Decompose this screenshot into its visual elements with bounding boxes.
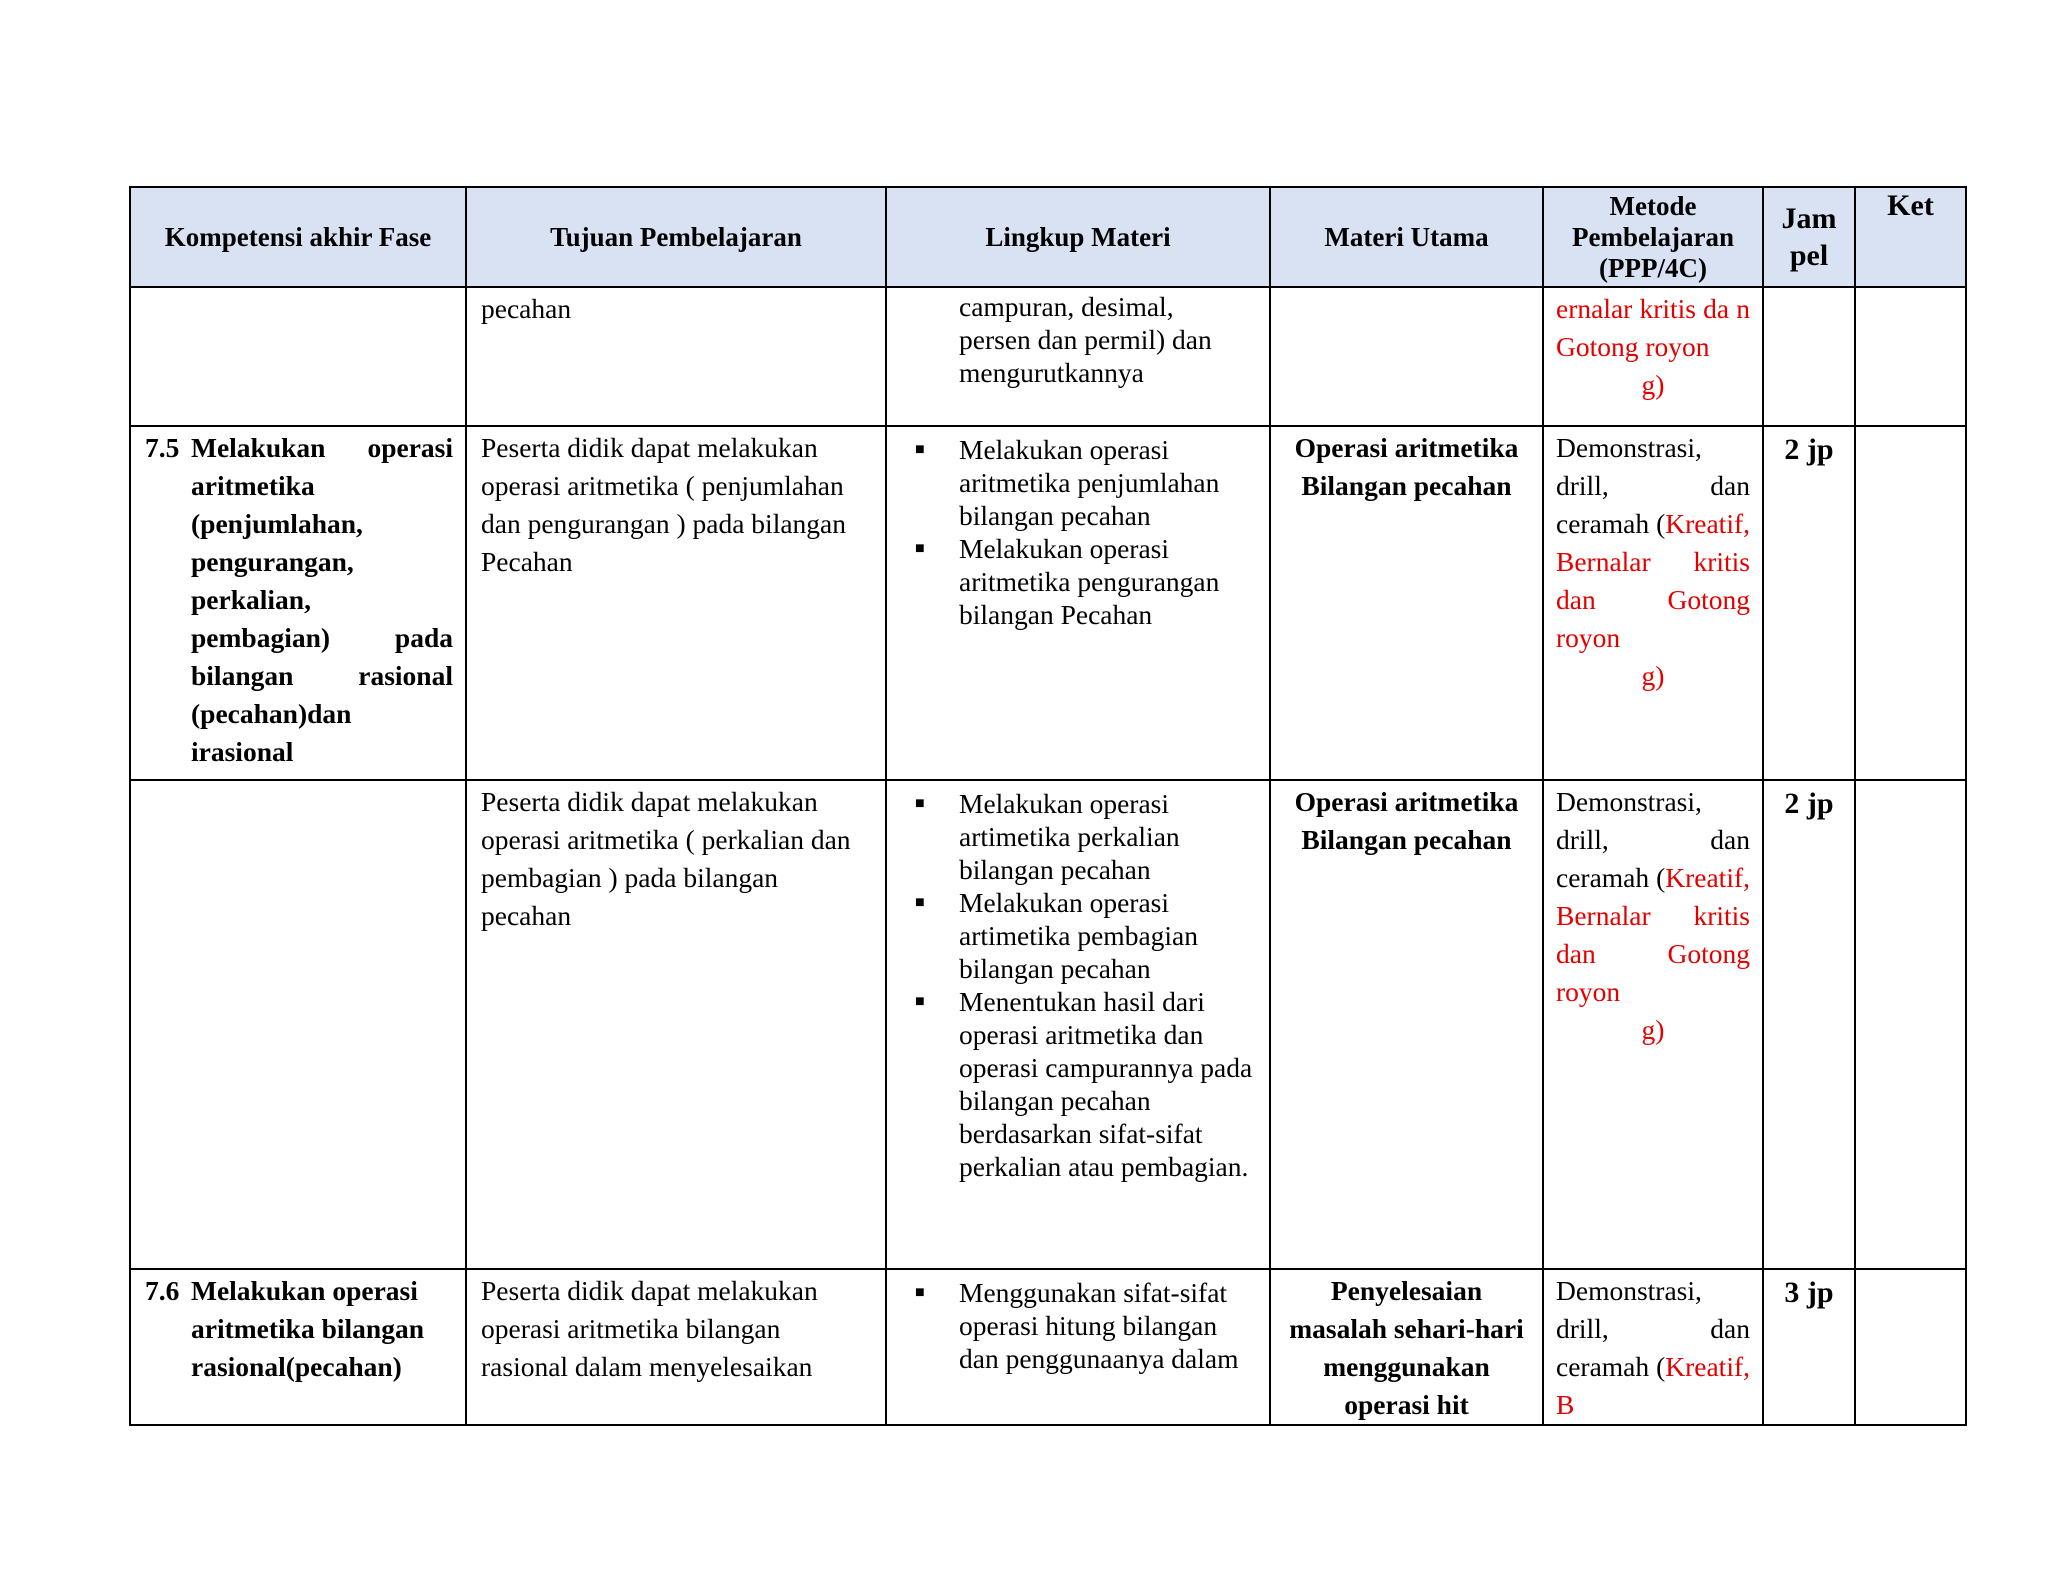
list-item <box>901 433 1259 532</box>
metode-methods: Demonstrasi, drill, dan ceramah ( <box>1556 1275 1750 1382</box>
metode-cell <box>1543 287 1763 426</box>
list-item <box>901 532 1259 631</box>
header-jam <box>1763 187 1855 287</box>
metode-values: Kreatif, Bernalar kritis dan Gotong royon <box>1556 862 1750 1007</box>
table-row <box>130 780 1966 1269</box>
lingkup-line: campuran, desimal, <box>959 291 1174 322</box>
table-row <box>130 287 1966 426</box>
header-jam-line2: pel <box>1789 239 1829 272</box>
metode-methods: Demonstrasi, drill, dan ceramah ( <box>1556 432 1750 539</box>
list-item-text: Melakukan operasi artimetika pembagian bilangan pecahan <box>959 887 1199 984</box>
header-metode <box>1543 187 1763 287</box>
tujuan-text: Peserta didik dapat melakukan operasi aritmetika ( penjumlahan dan pengurangan ) pada bilangan Pecahan <box>481 432 846 577</box>
table-row <box>130 1269 1966 1425</box>
tujuan-cell <box>466 426 886 780</box>
metode-values-tail: g) <box>1641 1014 1665 1045</box>
square-bullet-icon: ■ <box>915 540 925 557</box>
kompetensi-number: 7.6 <box>145 1275 180 1306</box>
square-bullet-icon: ■ <box>915 894 925 911</box>
tujuan-text: Peserta didik dapat melakukan operasi aritmetika bilangan rasional dalam menyelesaikan <box>481 1275 818 1382</box>
ket-cell <box>1855 426 1966 780</box>
square-bullet-icon: ■ <box>915 795 925 812</box>
list-item-text: Menentukan hasil dari operasi aritmetika dan operasi campurannya pada bilangan pecahan berdasarkan sifat-sifat perkalian atau pembagian. <box>959 986 1253 1182</box>
metode-cell <box>1543 426 1763 780</box>
table-row <box>130 426 1966 780</box>
ket-cell <box>1855 287 1966 426</box>
kompetensi-text: Melakukan operasi aritmetika bilangan rasional(pecahan) <box>191 1275 424 1382</box>
jam-cell: 2 jp <box>1763 780 1855 1269</box>
tujuan-text: pecahan <box>481 293 572 324</box>
metode-values-tail: g) <box>1641 660 1665 691</box>
tujuan-cell <box>466 287 886 426</box>
list-item-text: Menggunakan sifat-sifat operasi hitung bilangan dan penggunaanya dalam <box>959 1277 1239 1374</box>
metode-cell <box>1543 1269 1763 1425</box>
header-kompetensi: Kompetensi akhir Fase <box>130 187 466 287</box>
kompetensi-cell <box>130 426 466 780</box>
lingkup-list <box>901 787 1259 1183</box>
materi-cell <box>1270 1269 1543 1425</box>
header-tujuan: Tujuan Pembelajaran <box>466 187 886 287</box>
materi-cell <box>1270 287 1543 426</box>
tujuan-cell <box>466 780 886 1269</box>
list-item <box>901 886 1259 985</box>
lingkup-cell <box>886 780 1270 1269</box>
list-item-text: Melakukan operasi aritmetika penjumlahan bilangan pecahan <box>959 434 1220 531</box>
materi-text: Operasi aritmetika Bilangan pecahan <box>1294 432 1519 501</box>
list-item <box>901 985 1259 1183</box>
metode-values-tail: g) <box>1641 369 1665 400</box>
ket-cell <box>1855 780 1966 1269</box>
rpp-table <box>129 186 1967 1426</box>
header-metode-line1: Metode <box>1609 190 1697 221</box>
metode-values: ernalar kritis da n Gotong royon <box>1556 293 1750 362</box>
tujuan-text: Peserta didik dapat melakukan operasi aritmetika ( perkalian dan pembagian ) pada bilangan pecahan <box>481 786 851 931</box>
lingkup-list <box>901 1276 1259 1375</box>
materi-text: Penyelesaian masalah sehari-hari menggunakan operasi hit <box>1289 1275 1524 1420</box>
metode-cell <box>1543 780 1763 1269</box>
square-bullet-icon: ■ <box>915 1284 925 1301</box>
header-metode-line3: (PPP/4C) <box>1599 252 1707 283</box>
list-item-text: Melakukan operasi aritmetika pengurangan bilangan Pecahan <box>959 533 1220 630</box>
header-metode-line2: Pembelajaran <box>1572 221 1734 252</box>
header-materi: Materi Utama <box>1270 187 1543 287</box>
list-item-text: Melakukan operasi artimetika perkalian bilangan pecahan <box>959 788 1180 885</box>
kompetensi-number: 7.5 <box>145 432 180 463</box>
square-bullet-icon: ■ <box>915 441 925 458</box>
metode-values: Kreatif, Bernalar kritis dan Gotong royon <box>1556 508 1750 653</box>
kompetensi-cell <box>130 780 466 1269</box>
jam-cell <box>1763 287 1855 426</box>
tujuan-cell <box>466 1269 886 1425</box>
kompetensi-cell <box>130 1269 466 1425</box>
metode-values: Kreatif, B <box>1556 1351 1750 1420</box>
metode-methods: Demonstrasi, drill, dan ceramah ( <box>1556 786 1750 893</box>
lingkup-line: persen dan permil) dan <box>959 324 1212 355</box>
kompetensi-cell <box>130 287 466 426</box>
lingkup-list <box>901 433 1259 631</box>
lingkup-cell <box>886 287 1270 426</box>
materi-text: Operasi aritmetika Bilangan pecahan <box>1294 786 1519 855</box>
materi-cell <box>1270 426 1543 780</box>
jam-cell: 3 jp <box>1763 1269 1855 1425</box>
kompetensi-text: Melakukan operasi aritmetika (penjumlahan, pengurangan, perkalian, pembagian) pada bilangan rasional (pecahan)dan irasional <box>191 432 453 767</box>
header-row <box>130 187 1966 287</box>
materi-cell <box>1270 780 1543 1269</box>
square-bullet-icon: ■ <box>915 993 925 1010</box>
ket-cell <box>1855 1269 1966 1425</box>
header-lingkup: Lingkup Materi <box>886 187 1270 287</box>
lingkup-cell <box>886 1269 1270 1425</box>
lingkup-cell <box>886 426 1270 780</box>
list-item <box>901 787 1259 886</box>
header-jam-line1: Jam <box>1781 202 1837 235</box>
header-ket: Ket <box>1855 187 1966 287</box>
list-item <box>901 1276 1259 1375</box>
jam-cell: 2 jp <box>1763 426 1855 780</box>
lingkup-line: mengurutkannya <box>959 357 1144 388</box>
